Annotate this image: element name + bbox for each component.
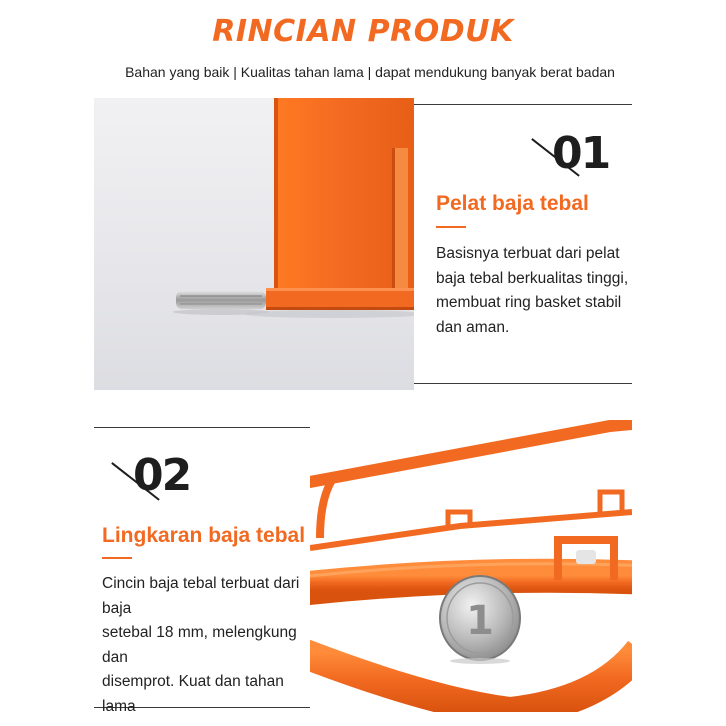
feature-description-2: Cincin baja tebal terbuat dari baja setebal 18 mm, melengkung dan disemprot. Kuat dan tahan lama: [102, 575, 300, 715]
feature-description-1: Basisnya terbuat dari pelat baja tebal berkualitas tinggi, membuat ring basket stabil dan aman.: [436, 245, 629, 336]
svg-text:1: 1: [466, 598, 494, 644]
heading-underline-1: [436, 226, 466, 228]
steel-ring-photo: [310, 420, 632, 712]
feature-number-2: 02: [133, 450, 191, 501]
feature-heading-1: Pelat baja tebal: [436, 192, 589, 215]
divider-line-1: [414, 104, 632, 105]
divider-line-1b: [414, 383, 632, 384]
heading-underline-2: [102, 557, 132, 559]
page-title: RINCIAN PRODUK: [212, 14, 514, 49]
steel-plate-photo: [94, 98, 414, 390]
divider-line-2: [94, 427, 310, 428]
page-subtitle: Bahan yang baik | Kualitas tahan lama | dapat mendukung banyak berat badan: [125, 64, 615, 80]
feature-heading-2: Lingkaran baja tebal: [102, 524, 306, 547]
feature-number-1: 01: [552, 128, 610, 179]
